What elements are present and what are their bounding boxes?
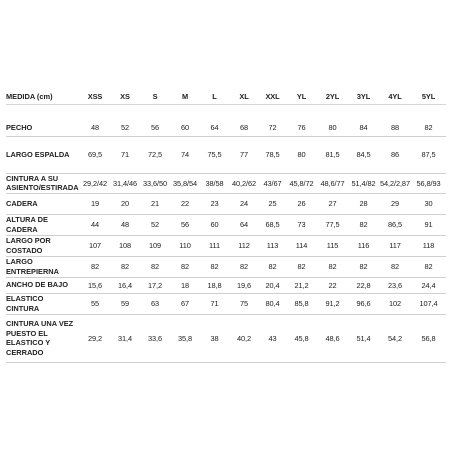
table-cell: 110	[179, 241, 191, 251]
header-size: 5YL	[421, 92, 436, 102]
table-cell: 48,6	[325, 333, 340, 343]
table-cell: 48	[90, 123, 100, 133]
table-cell: 29,2/42	[83, 178, 107, 188]
table-cell: 67	[180, 299, 190, 309]
table-cell: 48	[120, 220, 130, 230]
table-cell: 82	[424, 262, 433, 272]
header-size: 4YL	[388, 92, 402, 102]
table-cell: 75,5	[207, 150, 222, 159]
table-cell: 80	[297, 150, 306, 159]
table-cell: 43	[268, 333, 277, 343]
table-cell: 24	[239, 199, 249, 209]
table-row	[6, 120, 446, 136]
table-cell: 64	[239, 220, 249, 230]
table-cell: 33,6/50	[143, 178, 167, 188]
table-cell: 44	[90, 220, 100, 230]
header-size: L	[212, 92, 217, 102]
table-cell: 40,2	[237, 333, 251, 343]
table-cell: 69,5	[88, 150, 102, 159]
size-chart	[6, 90, 446, 363]
size-table	[6, 90, 446, 363]
table-cell: 19	[90, 199, 100, 209]
table-cell: 82	[210, 262, 219, 272]
spacer-row	[6, 104, 446, 120]
header-size: 2YL	[325, 92, 340, 102]
spacer-cell	[6, 104, 446, 120]
table-cell: 15,6	[88, 280, 102, 290]
table-cell: 102	[388, 299, 402, 309]
row-label: LARGO ESPALDA	[6, 149, 70, 159]
table-row	[6, 256, 446, 277]
table-cell: 68	[239, 123, 249, 133]
table-cell: 82	[359, 220, 368, 230]
table-cell: 28	[359, 199, 368, 209]
table-cell: 82	[120, 262, 130, 272]
row-label: ELASTICO CINTURA	[6, 294, 44, 313]
table-cell: 21	[150, 199, 160, 209]
table-cell: 82	[424, 123, 433, 133]
table-cell: 87,5	[421, 150, 436, 159]
table-cell: 26	[297, 199, 306, 209]
table-cell: 109	[148, 241, 162, 251]
table-cell: 77	[239, 150, 249, 159]
table-row	[6, 277, 446, 293]
table-cell: 115	[326, 241, 339, 251]
table-cell: 31,4	[118, 333, 132, 343]
table-cell: 73	[297, 220, 306, 230]
table-cell: 108	[118, 241, 132, 251]
table-row	[6, 193, 446, 214]
header-size: YL	[296, 92, 307, 102]
table-cell: 114	[295, 241, 308, 251]
header-size: M	[181, 92, 189, 102]
table-cell: 111	[209, 241, 220, 251]
table-cell: 60	[180, 123, 190, 133]
table-cell: 116	[357, 241, 370, 251]
table-cell: 112	[238, 241, 250, 251]
table-row	[6, 235, 446, 256]
row-label: ANCHO DE BAJO	[6, 280, 69, 290]
header-size: XSS	[87, 92, 103, 102]
table-cell: 91	[424, 220, 433, 230]
table-cell: 24,4	[421, 280, 436, 290]
table-cell: 18	[180, 280, 190, 290]
table-cell: 82	[297, 262, 306, 272]
table-cell: 91,2	[325, 299, 340, 309]
table-cell: 82	[390, 262, 400, 272]
table-cell: 84	[359, 123, 368, 133]
table-cell: 85,8	[294, 299, 309, 309]
table-cell: 80	[328, 123, 337, 133]
table-cell: 23	[210, 199, 219, 209]
table-cell: 88	[390, 123, 400, 133]
header-size: S	[152, 92, 158, 102]
table-cell: 45,8/72	[289, 178, 314, 188]
table-row	[6, 173, 446, 193]
table-cell: 35,8	[178, 333, 192, 343]
row-label: CADERA	[6, 198, 38, 208]
row-label: LARGO POR COSTADO	[6, 236, 51, 255]
table-cell: 30	[424, 199, 433, 209]
row-label: ALTURA DE CADERA	[6, 215, 48, 234]
table-cell: 48,6/77	[320, 178, 345, 188]
table-cell: 43/67	[263, 178, 282, 188]
table-cell: 117	[389, 241, 401, 251]
table-cell: 71	[120, 150, 130, 159]
header-size: XS	[120, 92, 130, 102]
table-cell: 56,8/93	[416, 178, 441, 188]
header-size: 3YL	[356, 92, 371, 102]
table-cell: 82	[359, 262, 368, 272]
table-cell: 63	[150, 299, 160, 309]
table-cell: 52	[120, 123, 130, 133]
table-cell: 96,6	[356, 299, 371, 309]
table-cell: 29	[390, 199, 400, 209]
table-cell: 107,4	[419, 299, 438, 309]
header-row	[6, 90, 446, 104]
table-cell: 54,2/2,87	[380, 178, 410, 188]
header-size: XL	[239, 92, 249, 102]
table-cell: 51,4	[356, 333, 371, 343]
table-cell: 78,5	[265, 150, 280, 159]
table-cell: 71	[210, 299, 219, 309]
table-cell: 38/58	[205, 178, 224, 188]
table-cell: 72,5	[148, 150, 162, 159]
table-cell: 33,6	[148, 333, 162, 343]
table-cell: 45,8	[294, 333, 309, 343]
table-cell: 52	[150, 220, 160, 230]
table-cell: 31,4/46	[113, 178, 137, 188]
table-cell: 19,6	[237, 280, 251, 290]
table-cell: 64	[210, 123, 219, 133]
table-cell: 82	[150, 262, 160, 272]
table-cell: 20,4	[265, 280, 280, 290]
table-cell: 17,2	[148, 280, 162, 290]
header-measure: MEDIDA (cm)	[6, 91, 53, 101]
table-cell: 72	[268, 123, 277, 133]
table-cell: 82	[239, 262, 249, 272]
table-cell: 76	[297, 123, 306, 133]
row-label: PECHO	[6, 122, 33, 132]
table-cell: 27	[328, 199, 337, 209]
table-cell: 86	[390, 150, 400, 159]
table-row	[6, 293, 446, 314]
table-cell: 56	[180, 220, 190, 230]
table-cell: 55	[90, 299, 100, 309]
table-cell: 22	[180, 199, 190, 209]
table-cell: 23,6	[388, 280, 402, 290]
table-cell: 84,5	[356, 150, 371, 159]
table-cell: 51,4/82	[351, 178, 376, 188]
table-row	[6, 314, 446, 362]
table-cell: 82	[328, 262, 337, 272]
table-cell: 20	[120, 199, 130, 209]
table-cell: 113	[266, 241, 279, 251]
table-cell: 82	[90, 262, 100, 272]
table-cell: 82	[268, 262, 277, 272]
row-label: CINTURA A SU ASIENTO/ESTIRADA	[6, 173, 79, 193]
table-cell: 82	[180, 262, 190, 272]
table-cell: 56	[150, 123, 160, 133]
table-cell: 80,4	[265, 299, 280, 309]
table-cell: 29,2	[88, 333, 102, 343]
table-cell: 107	[88, 241, 102, 251]
row-label: LARGO ENTREPIERNA	[6, 257, 59, 276]
row-label: CINTURA UNA VEZ PUESTO EL ELASTICO Y CERRADO	[6, 319, 74, 357]
table-cell: 18,8	[207, 280, 222, 290]
table-cell: 60	[210, 220, 219, 230]
table-cell: 68,5	[265, 220, 280, 230]
table-row	[6, 136, 446, 173]
table-cell: 16,4	[118, 280, 132, 290]
table-cell: 59	[120, 299, 130, 309]
table-cell: 35,8/54	[173, 178, 197, 188]
table-cell: 22	[328, 280, 337, 290]
table-cell: 25	[268, 199, 277, 209]
header-size: XXL	[265, 92, 280, 102]
table-cell: 81,5	[325, 150, 340, 159]
table-cell: 21,2	[294, 280, 309, 290]
table-cell: 118	[422, 241, 435, 251]
table-cell: 75	[239, 299, 249, 309]
table-cell: 38	[210, 333, 219, 343]
table-row	[6, 214, 446, 235]
table-cell: 40,2/62	[232, 178, 256, 188]
table-cell: 54,2	[388, 333, 402, 343]
table-cell: 22,8	[356, 280, 371, 290]
table-cell: 77,5	[325, 220, 340, 230]
table-cell: 86,5	[388, 220, 402, 230]
table-cell: 56,8	[421, 333, 436, 343]
table-cell: 74	[180, 150, 190, 159]
